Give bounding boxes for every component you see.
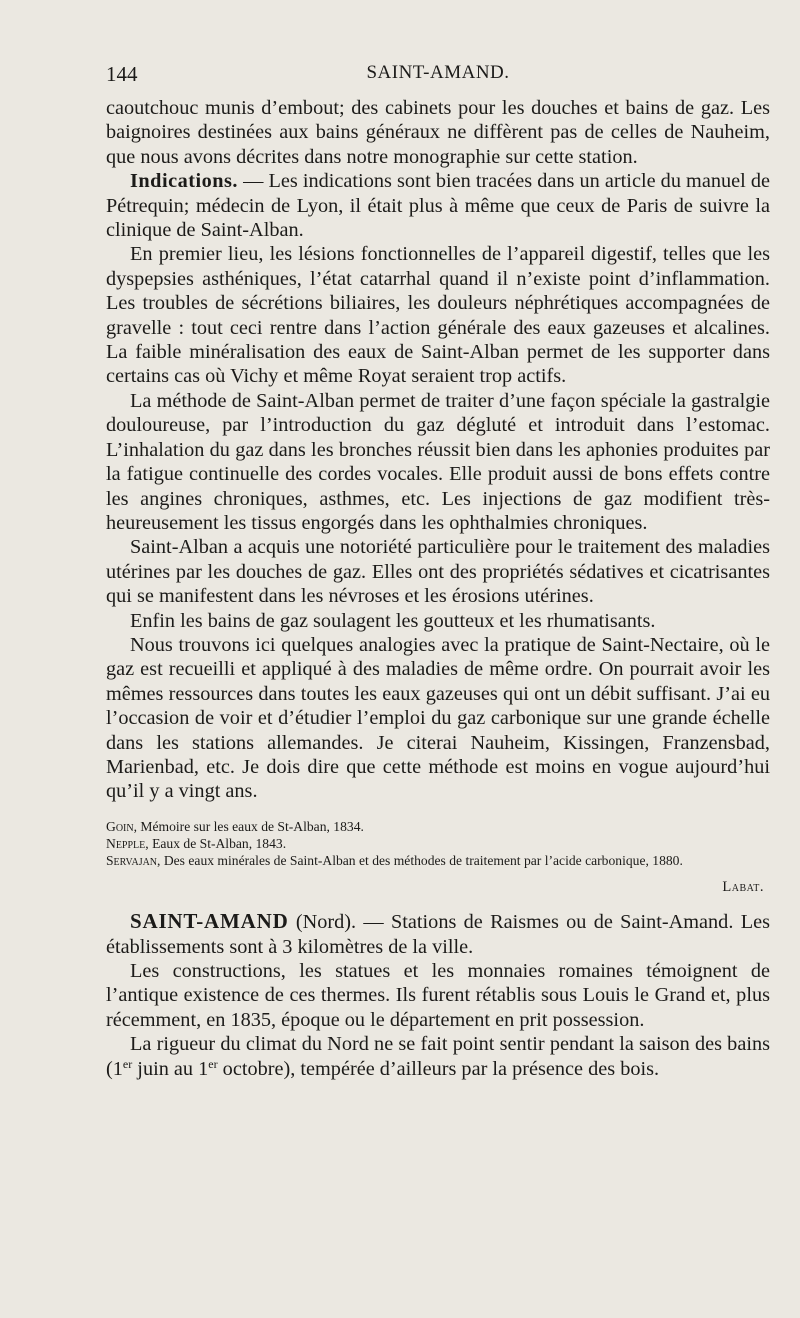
article-headword: SAINT-AMAND — [130, 909, 289, 934]
text-run: octobre), tempérée d’ailleurs par la présence des bois. — [217, 1057, 660, 1080]
reference-author: Goin, — [106, 818, 137, 834]
reference-item — [106, 835, 770, 852]
reference-text: Des eaux minérales de Saint-Alban et des méthodes de traitement par l’acide carbonique, 1880. — [160, 852, 683, 868]
paragraph: Nous trouvons ici quelques analogies avec la pratique de Saint-Nectaire, où le gaz est recueilli et appliqué à des maladies de même ordre. On pourrait avoir les mêmes ressources dans toutes les eaux gazeuses qui ont un débit suffisant. J’ai eu l’occasion de voir et d’étudier l’emploi du gaz carbonique sur une grande échelle dans les stations allemandes. Je citerai Nauheim, Kissingen, Franzensbad, Marienbad, etc. Je dois dire que cette méthode est moins en vogue aujourd’hui qu’il y a vingt ans. — [106, 633, 770, 803]
bibliography — [106, 818, 770, 869]
reference-item — [106, 818, 770, 835]
page-header — [106, 62, 770, 88]
reference-author: Nepple, — [106, 835, 149, 851]
paragraph: Les constructions, les statues et les monnaies romaines témoignent de l’antique existence de ces thermes. Ils furent rétablis sous Louis le Grand et, plus récemment, en 1835, époque ou le département en prit possession. — [106, 960, 770, 1031]
text-run: La rigueur du climat du Nord ne se fait point sentir pendant la saison des bains (1 — [106, 1033, 770, 1080]
paragraph: Saint-Alban a acquis une notoriété particulière pour le traitement des maladies utérines par les douches de gaz. Elles ont des propriétés sédatives et cicatrisantes qui se manifestent dans les névroses et les érosions utérines. — [106, 536, 770, 608]
running-head: SAINT-AMAND. — [366, 62, 510, 83]
paragraph-indications — [106, 169, 770, 242]
paragraph — [106, 1032, 770, 1081]
text-run: juin au 1 — [132, 1057, 209, 1080]
reference-text: Eaux de St-Alban, 1843. — [148, 835, 287, 851]
paragraph-text: — Les indications sont bien tracées dans un article du manuel de Pétrequin; médecin de Lyon, il était plus à même que ceux de Paris de suivre la clinique de Saint-Alban. — [106, 170, 770, 242]
superscript: er — [208, 1056, 218, 1071]
author-signature: Labat. — [722, 878, 764, 895]
article-head-text: (Nord). — Stations de Raismes ou de Saint-Amand. Les établissements sont à 3 kilomètres de la ville. — [106, 911, 770, 958]
page-number: 144 — [106, 62, 138, 86]
reference-text: Mémoire sur les eaux de St-Alban, 1834. — [137, 818, 364, 834]
paragraph: La méthode de Saint-Alban permet de traiter d’une façon spéciale la gastralgie douloureuse, par l’introduction du gaz dégluté et introduit dans l’estomac. L’inhalation du gaz dans les bronches réussit bien dans les aphonies produites par la fatigue continuelle des cordes vocales. Elle produit aussi de bons effets contre les angines chroniques, asthmes, etc. Les injections de gaz modifient très-heureusement les tissus engorgés dans les ophthalmies chroniques. — [106, 389, 770, 534]
paragraph: Enfin les bains de gaz soulagent les goutteux et les rhumatisants. — [130, 609, 656, 632]
superscript: er — [122, 1056, 133, 1071]
reference-item — [106, 852, 770, 869]
paragraph: En premier lieu, les lésions fonctionnelles de l’appareil digestif, telles que les dyspepsies asthéniques, l’état catarrhal quand il n’existe point d’inflammation. Les troubles de sécrétions biliaires, les douleurs néphrétiques accompagnées de gravelle : tout ceci rentre dans l’action générale des eaux gazeuses et alcalines. La faible minéralisation des eaux de Saint-Alban permet de les supporter dans certains cas où Vichy et même Royat seraient trop actifs. — [106, 243, 770, 388]
article-heading-paragraph — [106, 909, 770, 959]
run-in-heading: Indications. — [130, 170, 239, 193]
body-text — [106, 96, 770, 1081]
paragraph-continuation: caoutchouc munis d’embout; des cabinets pour les douches et bains de gaz. Les baignoires destinées aux bains généraux ne diffèrent pas de celles de Nauheim, que nous avons décrites dans notre monographie sur cette station. — [106, 97, 770, 168]
reference-author: Servajan, — [106, 852, 161, 868]
